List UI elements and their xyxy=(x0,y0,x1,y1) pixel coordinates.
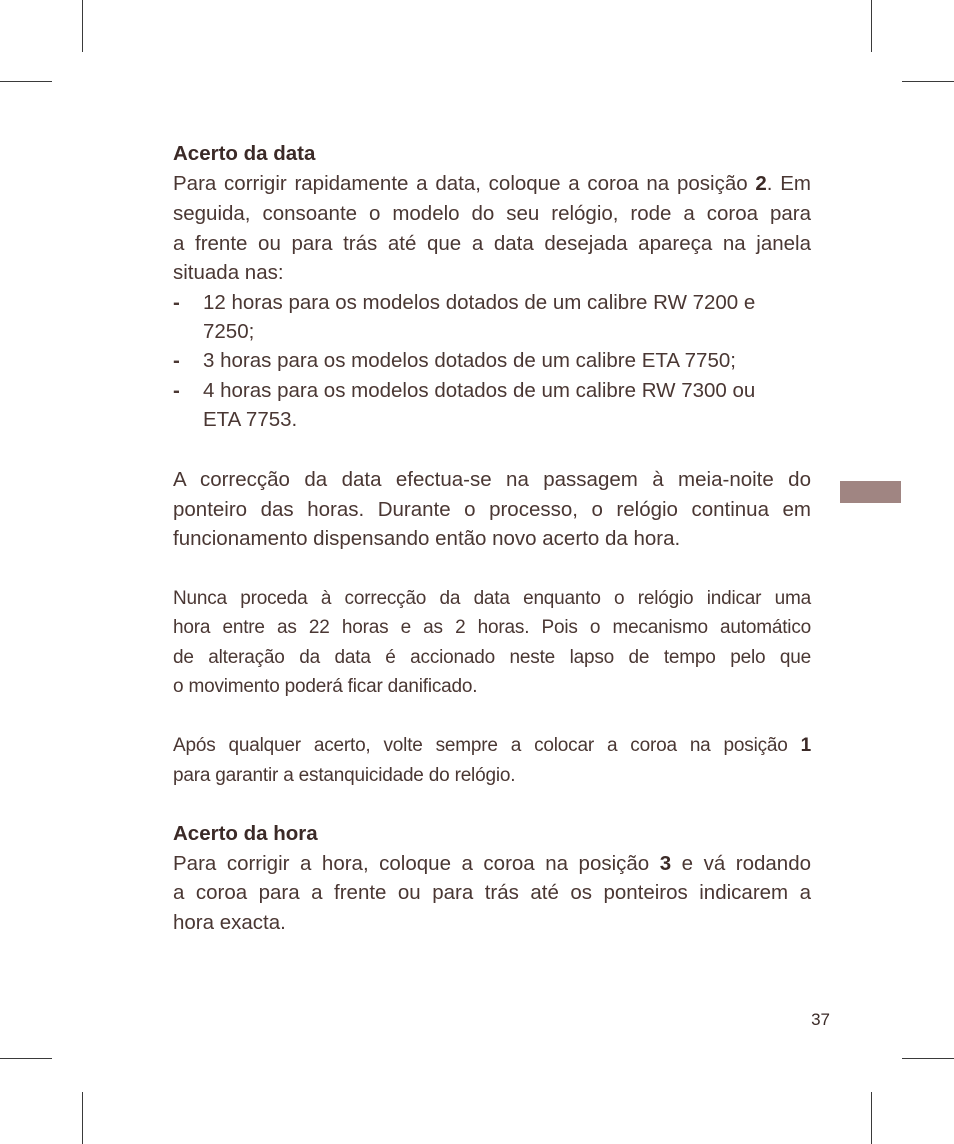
bullet-dash: - xyxy=(173,349,180,372)
heading-acerto-da-hora: Acerto da hora xyxy=(173,822,318,845)
bullet-text: 12 horas para os modelos dotados de um calibre RW 7200 e xyxy=(203,291,756,314)
paragraph-line: A correcção da data efectua-se na passagem à meia-noite do xyxy=(173,468,811,491)
crop-mark-bottom-left-horizontal xyxy=(0,1058,52,1059)
crop-mark-top-left-vertical xyxy=(82,0,83,52)
paragraph-line: para garantir a estanquicidade do relógio. xyxy=(173,765,516,786)
paragraph-line: de alteração da data é accionado neste lapso de tempo pelo que xyxy=(173,647,811,668)
paragraph-line: seguida, consoante o modelo do seu relógio, rode a coroa para xyxy=(173,202,811,225)
page-number: 37 xyxy=(811,1010,830,1029)
paragraph-line: a frente ou para trás até que a data desejada apareça na janela xyxy=(173,232,811,255)
paragraph-line: o movimento poderá ficar danificado. xyxy=(173,676,478,697)
crop-mark-top-right-horizontal xyxy=(902,81,954,82)
section-tab-marker xyxy=(840,481,901,503)
paragraph-line: situada nas: xyxy=(173,261,284,284)
crop-mark-bottom-right-horizontal xyxy=(902,1058,954,1059)
paragraph-line: Após qualquer acerto, volte sempre a colocar a coroa na posição 1 xyxy=(173,735,811,756)
bullet-text: ETA 7753. xyxy=(203,408,298,431)
crop-mark-bottom-right-vertical xyxy=(871,1092,872,1144)
paragraph-line: hora exacta. xyxy=(173,911,286,934)
heading-acerto-da-data: Acerto da data xyxy=(173,142,316,165)
bullet-text: 7250; xyxy=(203,320,255,343)
paragraph-line: funcionamento dispensando então novo acerto da hora. xyxy=(173,527,681,550)
bullet-text: 3 horas para os modelos dotados de um calibre ETA 7750; xyxy=(203,349,736,372)
crop-mark-bottom-left-vertical xyxy=(82,1092,83,1144)
crop-mark-top-left-horizontal xyxy=(0,81,52,82)
position-number: 2 xyxy=(755,172,767,195)
paragraph-line: ponteiro das horas. Durante o processo, o relógio continua em xyxy=(173,498,811,521)
position-number: 3 xyxy=(659,852,672,875)
position-number: 1 xyxy=(800,735,811,756)
paragraph-line: Para corrigir rapidamente a data, coloque a coroa na posição 2. Em xyxy=(173,172,811,195)
bullet-dash: - xyxy=(173,291,180,314)
paragraph-line: hora entre as 22 horas e as 2 horas. Pois o mecanismo automático xyxy=(173,617,811,638)
paragraph-line: Nunca proceda à correcção da data enquanto o relógio indicar uma xyxy=(173,588,811,609)
bullet-text: 4 horas para os modelos dotados de um calibre RW 7300 ou xyxy=(203,379,756,402)
crop-mark-top-right-vertical xyxy=(871,0,872,52)
paragraph-line: Para corrigir a hora, coloque a coroa na posição 3 e vá rodando xyxy=(173,852,811,875)
paragraph-line: a coroa para a frente ou para trás até os ponteiros indicarem a xyxy=(173,881,811,904)
bullet-dash: - xyxy=(173,379,180,402)
